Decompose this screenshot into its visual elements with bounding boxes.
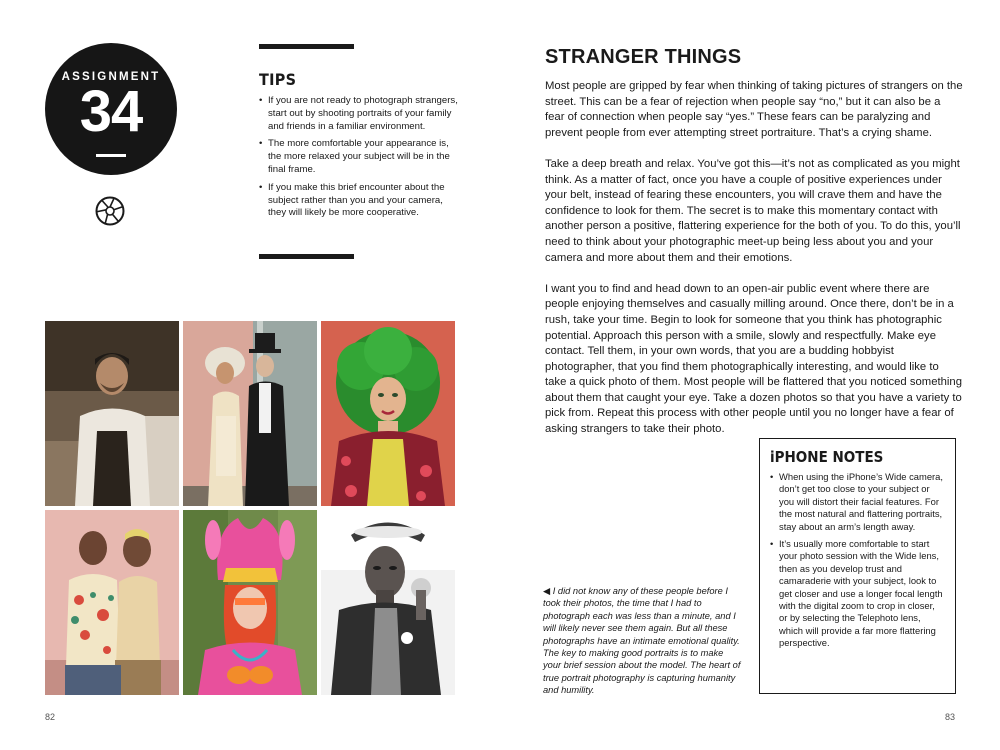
- article-paragraph: Take a deep breath and relax. You’ve got this—it’s not as complicated as you might think. As a matter of fact, once you have a couple of positive experiences under your belt, instead of fearing these encounters, you will crave them and have the confidence to look for them. The secret is to make this momentary contact with another person a positive, flattering experience for the both of you. To do this, you’ll need to think about your photographic meet-up being less about you and your camera and more about them and their emotions.: [545, 157, 961, 264]
- page-number-right: 83: [945, 712, 956, 722]
- tips-top-rule: [259, 44, 354, 49]
- tip-item: • If you are not ready to photograph strangers, start out by shooting portraits of your family and friends in a familiar environment.: [259, 95, 459, 133]
- iphone-note-item: • It’s usually more comfortable to start your photo session with the Wide lens, then as you develop trust and camaraderie with your subject, look to get closer and use a longer focal length with the digital zoom to crop in closer, or by selecting the Telephoto lens, which will provide a far more flattering perspective.: [770, 538, 945, 650]
- article-title: STRANGER THINGS: [545, 46, 742, 68]
- photo-caption: [543, 585, 743, 697]
- portrait-photo-green-wig: [321, 321, 455, 506]
- tip-item: • If you make this brief encounter about the subject rather than you and your camera, they will likely be more cooperative.: [259, 182, 459, 220]
- tips-bottom-rule: [259, 254, 354, 259]
- iphone-notes-list: [770, 471, 945, 650]
- assignment-badge: [45, 43, 177, 175]
- iphone-notes-title: iPHONE NOTES: [770, 448, 884, 466]
- portrait-photo-two-men: [45, 510, 179, 695]
- aperture-icon: [95, 196, 125, 226]
- portrait-photo-couple: [183, 321, 317, 506]
- article-paragraph: Most people are gripped by fear when thinking of taking pictures of strangers on the street. This can be a fear of rejection when people say “no,” but it can also be a fear of connection when people say “yes.” These fears can be paralyzing and prevent people from ever attempting street portraiture. That’s a crying shame.: [545, 80, 963, 139]
- tips-list: [259, 95, 459, 225]
- tips-title: TIPS: [259, 70, 297, 89]
- iphone-note-item: • When using the iPhone’s Wide camera, don’t get too close to your subject or you will distort their facial features. For the most natural and flattering portraits, stay about an arm’s length away.: [770, 471, 945, 533]
- portrait-photo-feathered-hat: [183, 510, 317, 695]
- assignment-label: ASSIGNMENT: [61, 71, 161, 83]
- badge-dash: [96, 154, 126, 157]
- article-body: [545, 79, 963, 453]
- tip-item: • The more comfortable your appearance is, the more relaxed your subject will be in the final frame.: [259, 138, 459, 176]
- arrow-left-icon: ◀: [543, 586, 551, 596]
- portrait-photo-older-man: [321, 510, 455, 695]
- portrait-photo-chef: [45, 321, 179, 506]
- caption-text: I did not know any of these people before I took their photos, the time that I had to photograph each was less than a minute, and I will likely never see them again. But all these photographs have an intimate emotional quality. The key to making good portraits is to make your brief session about the model. The heart of true portrait photography is capturing humanity and humility.: [543, 586, 741, 696]
- iphone-notes-box: [759, 438, 956, 694]
- assignment-number: 34: [79, 79, 143, 144]
- article-paragraph: I want you to find and head down to an open-air public event where there are people enjoying themselves and casually milling around. Once there, don’t be in a rush, take your time. Begin to look for someone that you think has photographic potential. Approach this person with a smile, slowly and respectfully. Make eye contact. Tell them, in your own words, that you are a budding hobbyist photographer, that you find them photographically interesting, and would like to take a quick photo of them. Most people will be flattered that you noticed something about them that caught your eye. Take a dozen photos so that you have a variety to pick from. Repeat this process with other people until you no longer have a fear of asking strangers to take their photo.: [545, 282, 962, 436]
- page-number-left: 82: [45, 712, 56, 722]
